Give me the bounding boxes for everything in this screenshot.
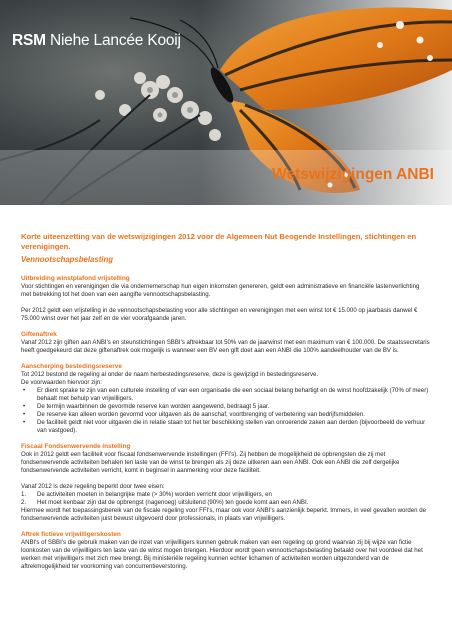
conditions-list bbox=[21, 387, 431, 435]
list-item: • De reserve kan alleen worden gevormd voor uitgaven als de aanschaf, voortbrenging of verbetering van bedrijfsmiddelen. bbox=[21, 411, 431, 419]
paragraph: Per 2012 geldt een vrijstelling in de vennootschapsbelasting voor alle stichtingen en verenigingen met een winst tot € 15.000 op jaarbasis danwel € 75.000 winst over het jaar zelf en de vier voorafgaande jaren. bbox=[21, 307, 418, 322]
document-title: Wetswijzigingen ANBI bbox=[272, 166, 434, 183]
paragraph: Vanaf 2012 zijn giften aan ANBI's en steunstichtingen SBBI's aftrekbaar tot 50% van de jaarwinst met een maximum van € 100.000. De staatssecretaris heeft goedgekeurd dat deze giftenaftrek ook mogelijk is wanneer een BV een gift doet aan een ANBI die 100% aandeelhouder van de BV is. bbox=[21, 339, 430, 354]
company-logo: RSM Niehe Lancée Kooij bbox=[12, 32, 181, 49]
paragraph: Vanaf 2012 is deze regeling beperkt door twee eisen: bbox=[21, 483, 165, 490]
paragraph: Tot 2012 bestond de regeling al onder de naam herbestedingsreserve, deze is gewijzigd in bestedingsreserve. bbox=[21, 371, 319, 378]
heading-winstplafond: Uitbreiding winstplafond vrijstelling bbox=[21, 275, 130, 282]
document-body bbox=[21, 232, 431, 571]
list-item: 2. Het moet kenbaar zijn dat de opbrengst (nagenoeg) uitsluitend (90%) ten goede komt aan een ANBI. bbox=[21, 499, 309, 506]
list-item: 1. De activiteiten moeten in belangrijke mate (> 30%) worden verricht door vrijwilligers, en bbox=[21, 491, 272, 498]
list-item: • De termijn waarbinnen de gevormde reserve kan worden aangewend, bedraagt 5 jaar. bbox=[21, 403, 431, 411]
heading-fondsenwervende-instelling: Fiscaal Fondsenwervende instelling bbox=[21, 443, 131, 450]
intro-paragraph: Korte uiteenzetting van de wetswijzigingen 2012 voor de Algemeen Nut Beogende Instellingen, stichtingen en verenigingen. bbox=[21, 232, 417, 251]
paragraph: Hiermee wordt het toepassingsbereik van de fiscale regeling voor FFI's, maar ook voor ANBI's aanzienlijk beperkt. Immers, in veel gevallen worden de fondsenwervende activiteiten juist bewust uitgevoerd door professionals, in plaats van vrijwilligers. bbox=[21, 507, 427, 522]
list-item: • Er dient sprake te zijn van een culturele instelling of van een organisatie die een sociaal belang behartigt en de winst hoofdzakelijk (70% of meer) behaalt met behulp van vrijwilligers. bbox=[21, 387, 431, 403]
paragraph: ANBI's of SBBI's die gebruik maken van de inzet van vrijwilligers kunnen gebruik maken van een regeling op grond waarvan zij bij wijze van fictie loonkosten van de vrijwilligers ten laste van de winst mogen brengen. Hierdoor wordt geen vennootschapsbelasting betaald over het voordeel dat het werken met vrijwilligers met zich mee brengt. Bij ministeriële regeling kunnen echter lichamen of activiteiten worden uitgezonderd van de aftrekmogelijkheid ter voorkoming van concurrentieverstoring. bbox=[21, 539, 423, 570]
heading-bestedingsreserve: Aanscherping bestedingsreserve bbox=[21, 363, 122, 370]
requirements-list bbox=[21, 491, 431, 507]
heading-giftenaftrek: Giftenaftrek bbox=[21, 331, 57, 338]
heading-vrijwilligerskosten: Aftrek fictieve vrijwilligerskosten bbox=[21, 531, 121, 538]
paragraph: Ook in 2012 geldt een faciliteit voor fiscaal fondsenwervende instellingen (FFI's). Zij hebben de mogelijkheid de opbrengsten die zij met fondsenwervende activiteiten behalen ten laste van de winst te brengen als zij deze uitkeren aan een ANBI. Ook een ANBI die zelf dergelijke fondsenwervende activiteiten verricht, komt in beginsel in aanmerking voor deze faciliteit. bbox=[21, 451, 400, 474]
list-item: • De faciliteit geldt niet voor uitgaven die in relatie staan tot het ter beschikking stellen van onroerende zaken aan derden (bijvoorbeeld de verhuur van vastgoed). bbox=[21, 419, 431, 435]
section-title: Vennootschapsbelasting bbox=[21, 255, 113, 264]
paragraph: Voor stichtingen en verenigingen die via ondernemerschap hun eigen inkomsten genereren, geldt een administratieve en financiële lastenverlichting met betrekking tot het doen van een aangifte vennootschapsbelasting. bbox=[21, 283, 420, 298]
paragraph: De voorwaarden hiervoor zijn: bbox=[21, 379, 102, 386]
